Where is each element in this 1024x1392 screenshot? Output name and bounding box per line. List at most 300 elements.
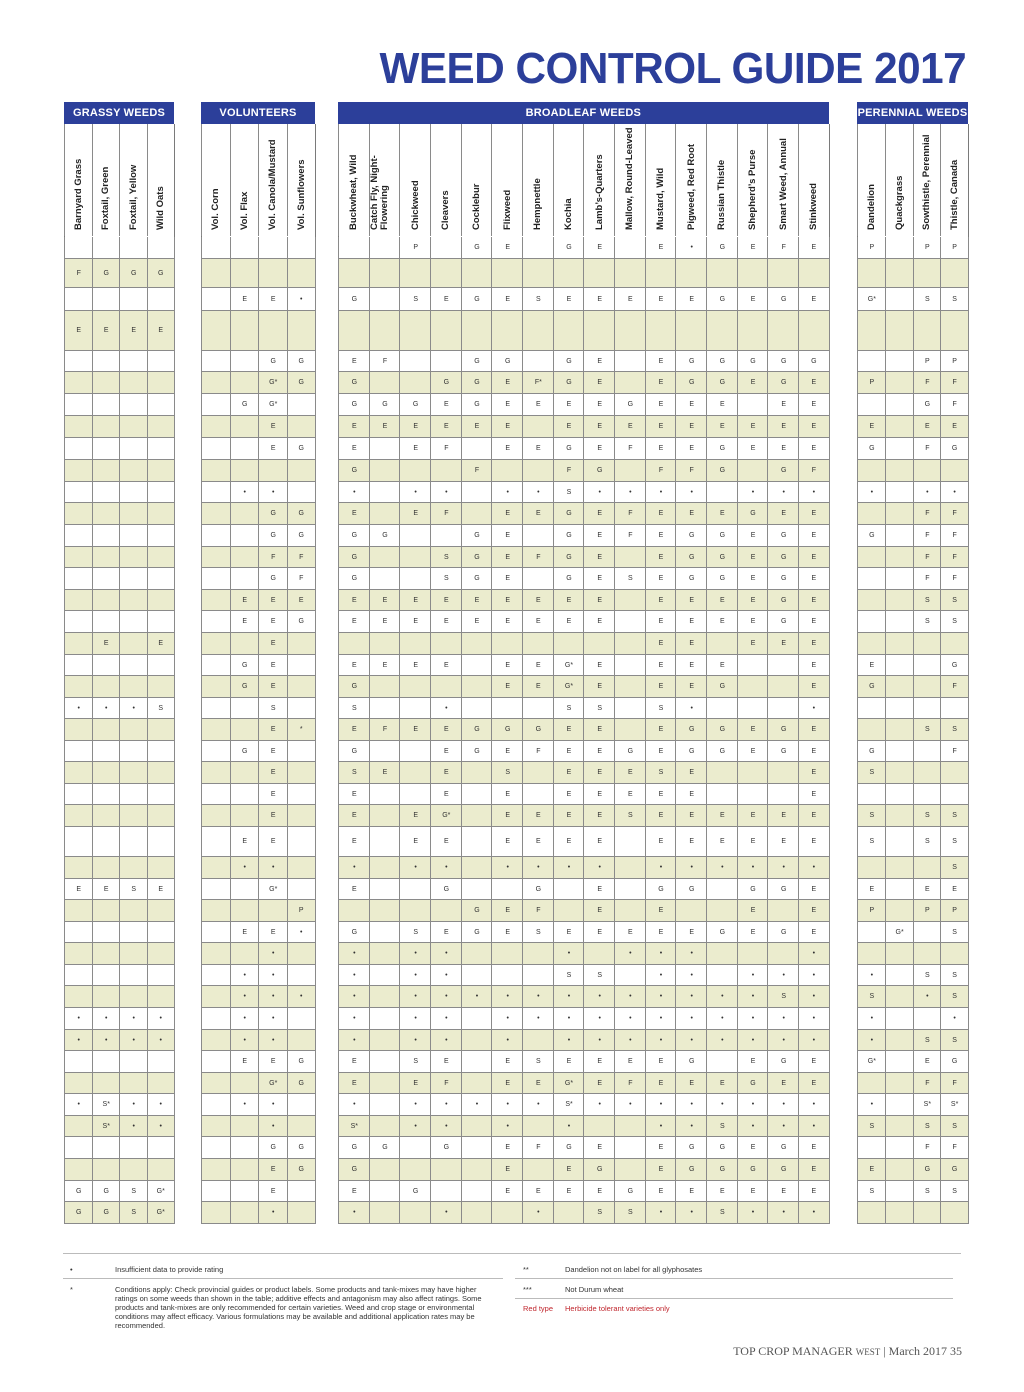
rating-cell: F <box>430 438 462 460</box>
rating-cell <box>369 741 401 762</box>
rating-cell: F <box>913 568 942 590</box>
rating-cell: E <box>645 351 677 372</box>
rating-cell: F <box>369 351 401 372</box>
rating-cell <box>92 482 121 503</box>
rating-cell: E <box>675 503 707 525</box>
rating-cell <box>885 965 914 986</box>
column-header <box>64 124 92 236</box>
rating-cell: F <box>940 1137 969 1159</box>
rating-cell: E <box>706 827 738 857</box>
rating-cell: E <box>553 1159 585 1181</box>
column-header <box>798 124 829 236</box>
rating-cell: G <box>857 676 886 698</box>
rating-cell: G <box>338 372 370 394</box>
rating-cell: • <box>258 965 288 986</box>
rating-cell: • <box>767 857 799 879</box>
rating-cell <box>553 900 585 922</box>
rating-cell: • <box>553 986 585 1008</box>
rating-cell: E <box>119 311 148 351</box>
rating-cell: E <box>583 416 615 438</box>
rating-cell: F <box>553 460 585 482</box>
page-title: WEED CONTROL GUIDE 2017 <box>379 44 966 93</box>
rating-cell <box>369 1202 401 1224</box>
rating-cell: G <box>338 288 370 311</box>
rating-cell: E <box>258 416 288 438</box>
rating-cell <box>430 676 462 698</box>
rating-cell: E <box>553 784 585 805</box>
rating-cell <box>430 460 462 482</box>
rating-cell: S <box>940 1116 969 1137</box>
rating-cell: S <box>857 1181 886 1202</box>
rating-cell <box>201 394 231 416</box>
rating-cell: • <box>491 1030 523 1051</box>
rating-cell: G <box>522 879 554 900</box>
rating-cell <box>399 1202 431 1224</box>
rating-cell: E <box>645 741 677 762</box>
rating-cell: S <box>940 805 969 827</box>
rating-cell <box>430 1181 462 1202</box>
legend-text-herbicide-tolerant: Herbicide tolerant varieties only <box>565 1304 670 1313</box>
rating-cell: • <box>399 986 431 1008</box>
rating-cell <box>119 633 148 655</box>
rating-cell <box>230 943 260 965</box>
rating-cell <box>940 762 969 784</box>
rating-cell: E <box>553 741 585 762</box>
rating-cell <box>614 547 646 568</box>
rating-cell: E <box>798 1137 830 1159</box>
rating-cell: E <box>258 1051 288 1073</box>
rating-cell <box>399 460 431 482</box>
column-header-label: Vol. Flax <box>238 191 250 230</box>
rating-cell <box>885 762 914 784</box>
rating-cell: E <box>798 655 830 676</box>
rating-cell: • <box>430 1008 462 1030</box>
rating-cell: • <box>737 986 769 1008</box>
rating-cell: G <box>461 741 493 762</box>
rating-cell <box>614 237 646 259</box>
rating-cell: S <box>147 698 176 719</box>
rating-cell: E <box>338 1073 370 1094</box>
rating-cell <box>230 762 260 784</box>
rating-cell: G <box>92 1202 121 1224</box>
rating-cell: E <box>767 503 799 525</box>
rating-cell <box>92 547 121 568</box>
rating-cell: E <box>230 590 260 611</box>
rating-cell: E <box>675 590 707 611</box>
rating-cell <box>201 416 231 438</box>
rating-cell: G <box>287 503 317 525</box>
rating-cell: • <box>430 698 462 719</box>
rating-cell <box>369 943 401 965</box>
rating-cell: E <box>737 372 769 394</box>
rating-cell <box>461 1181 493 1202</box>
rating-cell: E <box>675 784 707 805</box>
rating-cell: E <box>645 922 677 943</box>
group-header-volunteers: VOLUNTEERS <box>201 102 315 124</box>
issue-and-page: | March 2017 35 <box>883 1344 962 1358</box>
rating-cell: P <box>940 351 969 372</box>
rating-cell <box>119 525 148 547</box>
rating-cell: E <box>857 655 886 676</box>
rating-cell <box>583 633 615 655</box>
rating-cell: • <box>767 1202 799 1224</box>
rating-cell: E <box>491 1051 523 1073</box>
rating-cell: E <box>614 416 646 438</box>
rating-cell: G* <box>553 655 585 676</box>
rating-cell: S* <box>338 1116 370 1137</box>
rating-cell <box>913 741 942 762</box>
rating-cell <box>857 1073 886 1094</box>
rating-cell <box>201 351 231 372</box>
rating-cell: E <box>583 438 615 460</box>
rating-cell: S <box>614 805 646 827</box>
rating-cell: E <box>491 611 523 633</box>
rating-cell <box>64 965 93 986</box>
rating-cell: G <box>675 372 707 394</box>
rating-cell: G <box>675 547 707 568</box>
rating-cell <box>147 568 176 590</box>
rating-cell <box>287 827 317 857</box>
rating-cell: S <box>119 1181 148 1202</box>
rating-cell: G <box>737 503 769 525</box>
rating-cell: G <box>706 525 738 547</box>
rating-cell <box>885 900 914 922</box>
rating-cell: F <box>430 503 462 525</box>
rating-cell: E <box>92 311 121 351</box>
rating-cell: • <box>913 986 942 1008</box>
rating-cell <box>430 900 462 922</box>
rating-cell <box>940 311 969 351</box>
rating-cell: G <box>461 719 493 741</box>
column-header <box>614 124 645 236</box>
rating-cell: F <box>798 460 830 482</box>
legend-divider-right-2 <box>515 1298 953 1299</box>
rating-cell <box>230 525 260 547</box>
rating-cell: E <box>491 525 523 547</box>
rating-cell: E <box>258 676 288 698</box>
rating-cell: • <box>64 1030 93 1051</box>
rating-cell: G <box>706 288 738 311</box>
rating-cell: E <box>64 311 93 351</box>
rating-cell <box>461 503 493 525</box>
rating-cell: E <box>645 784 677 805</box>
rating-cell <box>857 394 886 416</box>
rating-cell <box>522 351 554 372</box>
rating-cell <box>147 827 176 857</box>
rating-cell <box>201 857 231 879</box>
rating-cell <box>885 547 914 568</box>
rating-cell: • <box>675 857 707 879</box>
rating-cell: • <box>399 1116 431 1137</box>
rating-cell <box>287 762 317 784</box>
rating-cell <box>287 784 317 805</box>
rating-cell <box>767 762 799 784</box>
rating-cell <box>287 655 317 676</box>
rating-cell: • <box>675 1202 707 1224</box>
rating-cell: G <box>338 525 370 547</box>
rating-cell: G <box>230 655 260 676</box>
rating-cell: • <box>767 482 799 503</box>
rating-cell <box>885 460 914 482</box>
rating-cell <box>119 943 148 965</box>
rating-cell: • <box>675 943 707 965</box>
rating-cell: E <box>553 827 585 857</box>
rating-cell <box>885 655 914 676</box>
rating-cell: E <box>798 1181 830 1202</box>
rating-cell: S <box>553 698 585 719</box>
rating-cell <box>583 1116 615 1137</box>
rating-cell: E <box>258 1159 288 1181</box>
rating-cell <box>147 590 176 611</box>
rating-cell <box>92 590 121 611</box>
rating-cell: • <box>798 986 830 1008</box>
rating-cell <box>614 1116 646 1137</box>
rating-cell: • <box>913 482 942 503</box>
rating-cell: E <box>338 784 370 805</box>
rating-cell <box>857 922 886 943</box>
rating-cell: G <box>338 547 370 568</box>
rating-cell: G <box>461 525 493 547</box>
rating-cell: S <box>913 590 942 611</box>
rating-cell: • <box>522 1008 554 1030</box>
rating-cell <box>706 698 738 719</box>
rating-cell <box>119 965 148 986</box>
rating-cell <box>706 900 738 922</box>
rating-cell: • <box>614 986 646 1008</box>
rating-cell <box>64 922 93 943</box>
rating-cell: E <box>583 1051 615 1073</box>
column-header-label: Lamb’s-Quarters <box>593 154 605 230</box>
rating-cell <box>737 311 769 351</box>
rating-cell <box>885 805 914 827</box>
column-header-label: Foxtail, Yellow <box>127 164 139 230</box>
rating-cell: E <box>583 879 615 900</box>
rating-cell <box>338 311 370 351</box>
rating-cell: E <box>553 394 585 416</box>
rating-cell: E <box>798 372 830 394</box>
rating-cell: G <box>119 259 148 288</box>
rating-cell <box>119 805 148 827</box>
rating-cell: • <box>258 482 288 503</box>
rating-cell <box>230 784 260 805</box>
group-header-broadleaf-weeds: BROADLEAF WEEDS <box>338 102 829 124</box>
rating-cell <box>64 762 93 784</box>
rating-cell: E <box>798 525 830 547</box>
rating-cell <box>399 1159 431 1181</box>
rating-cell <box>369 879 401 900</box>
rating-cell: E <box>583 590 615 611</box>
rating-cell: F <box>767 237 799 259</box>
rating-cell: E <box>461 611 493 633</box>
legend-divider <box>63 1278 503 1279</box>
rating-cell: G <box>287 1137 317 1159</box>
rating-cell <box>201 1137 231 1159</box>
rating-cell <box>147 611 176 633</box>
rating-cell <box>287 698 317 719</box>
rating-cell <box>583 943 615 965</box>
rating-cell: E <box>338 503 370 525</box>
rating-cell <box>369 698 401 719</box>
rating-cell: E <box>491 547 523 568</box>
rating-cell: • <box>287 986 317 1008</box>
rating-cell: • <box>645 857 677 879</box>
rating-cell: F <box>461 460 493 482</box>
rating-cell: F <box>675 460 707 482</box>
rating-cell <box>201 784 231 805</box>
rating-cell <box>706 965 738 986</box>
rating-cell <box>92 525 121 547</box>
rating-cell: • <box>798 698 830 719</box>
rating-cell: F <box>522 741 554 762</box>
rating-cell <box>767 655 799 676</box>
rating-cell: E <box>522 805 554 827</box>
rating-cell <box>201 568 231 590</box>
rating-cell: E <box>913 416 942 438</box>
rating-cell: G <box>675 741 707 762</box>
rating-cell: G <box>767 590 799 611</box>
legend-symbol-red-type: Red type <box>523 1304 554 1313</box>
rating-cell <box>201 1202 231 1224</box>
rating-cell: • <box>798 965 830 986</box>
rating-cell <box>201 259 231 288</box>
rating-cell: P <box>857 237 886 259</box>
rating-cell: E <box>258 827 288 857</box>
rating-cell <box>913 311 942 351</box>
rating-cell <box>767 943 799 965</box>
column-header-label: Mallow, Round-Leaved <box>624 127 636 230</box>
rating-cell: G <box>767 568 799 590</box>
rating-cell: P <box>940 237 969 259</box>
rating-cell: E <box>645 827 677 857</box>
rating-cell: • <box>583 857 615 879</box>
rating-cell <box>614 827 646 857</box>
rating-cell: E <box>522 676 554 698</box>
column-header-label: Cocklebur <box>471 183 482 230</box>
rating-cell <box>92 965 121 986</box>
rating-cell: E <box>369 416 401 438</box>
rating-cell <box>857 590 886 611</box>
rating-cell <box>461 943 493 965</box>
rating-cell <box>885 633 914 655</box>
rating-cell: E <box>553 1181 585 1202</box>
rating-cell: G <box>491 351 523 372</box>
rating-cell: E <box>583 762 615 784</box>
rating-cell: G <box>258 568 288 590</box>
rating-cell: E <box>798 394 830 416</box>
rating-cell <box>64 351 93 372</box>
rating-cell: G <box>258 351 288 372</box>
rating-cell <box>461 1030 493 1051</box>
rating-cell: G <box>338 460 370 482</box>
rating-cell: E <box>645 719 677 741</box>
rating-cell <box>64 288 93 311</box>
rating-cell <box>491 943 523 965</box>
rating-cell: • <box>583 986 615 1008</box>
rating-cell: E <box>583 827 615 857</box>
rating-cell: E <box>583 741 615 762</box>
rating-cell: E <box>399 655 431 676</box>
rating-cell <box>369 900 401 922</box>
rating-cell <box>369 676 401 698</box>
rating-cell <box>369 568 401 590</box>
rating-cell: P <box>287 900 317 922</box>
rating-cell <box>201 943 231 965</box>
rating-cell <box>857 698 886 719</box>
rating-cell <box>461 1008 493 1030</box>
rating-cell <box>940 784 969 805</box>
rating-cell: E <box>583 372 615 394</box>
rating-cell <box>857 568 886 590</box>
rating-cell: • <box>399 1094 431 1116</box>
rating-cell: E <box>583 568 615 590</box>
rating-cell: • <box>64 1094 93 1116</box>
rating-cell: • <box>675 1030 707 1051</box>
rating-cell: G <box>491 719 523 741</box>
rating-cell: G <box>399 394 431 416</box>
rating-cell: E <box>258 784 288 805</box>
rating-cell <box>258 259 288 288</box>
rating-cell <box>64 943 93 965</box>
rating-cell <box>369 288 401 311</box>
rating-cell <box>201 482 231 503</box>
rating-cell: G <box>675 879 707 900</box>
rating-cell: E <box>430 784 462 805</box>
rating-cell: • <box>230 857 260 879</box>
rating-cell: G* <box>857 288 886 311</box>
rating-cell <box>230 503 260 525</box>
rating-cell: G <box>706 1137 738 1159</box>
rating-cell <box>399 879 431 900</box>
rating-cell <box>885 237 914 259</box>
rating-cell <box>461 762 493 784</box>
rating-cell: E <box>583 1137 615 1159</box>
column-header-label: Barnyard Grass <box>72 158 84 230</box>
rating-cell: E <box>798 922 830 943</box>
rating-cell: S <box>614 568 646 590</box>
rating-cell: F <box>645 460 677 482</box>
rating-cell: G <box>645 879 677 900</box>
rating-cell <box>675 311 707 351</box>
rating-cell: E <box>230 922 260 943</box>
rating-cell <box>201 879 231 900</box>
rating-cell <box>614 719 646 741</box>
rating-cell <box>885 1030 914 1051</box>
rating-cell: S <box>913 965 942 986</box>
rating-cell: S <box>913 719 942 741</box>
rating-cell: E <box>491 1137 523 1159</box>
rating-cell: • <box>430 857 462 879</box>
rating-cell: • <box>399 1008 431 1030</box>
rating-cell <box>461 311 493 351</box>
rating-cell <box>64 900 93 922</box>
rating-cell <box>885 288 914 311</box>
rating-cell: E <box>583 351 615 372</box>
rating-cell: F <box>522 900 554 922</box>
rating-cell: E <box>230 1051 260 1073</box>
rating-cell: S <box>767 986 799 1008</box>
rating-cell: G <box>675 1051 707 1073</box>
rating-cell <box>119 1159 148 1181</box>
rating-cell <box>230 1137 260 1159</box>
rating-cell <box>64 416 93 438</box>
rating-cell: S* <box>92 1116 121 1137</box>
rating-cell <box>522 416 554 438</box>
rating-cell: E <box>553 762 585 784</box>
rating-cell: E <box>461 416 493 438</box>
rating-cell <box>885 482 914 503</box>
rating-cell: E <box>583 922 615 943</box>
rating-cell <box>940 698 969 719</box>
